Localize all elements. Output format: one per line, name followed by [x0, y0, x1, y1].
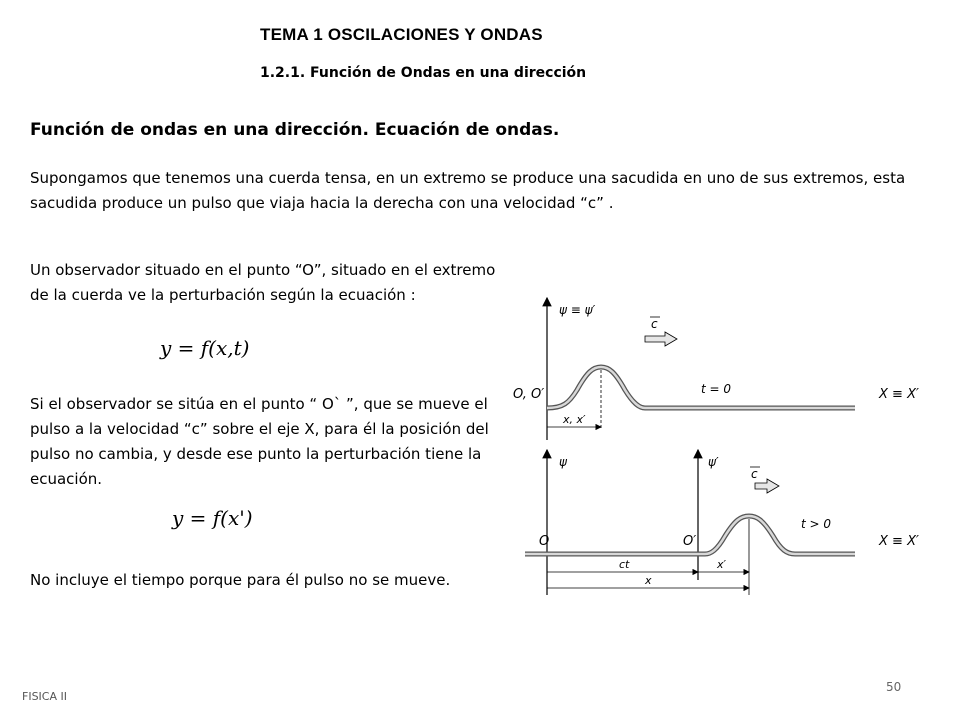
psi-label-left: ψ	[559, 455, 567, 469]
velocity-label-bottom: c	[751, 467, 758, 481]
intro-paragraph: Supongamos que tenemos una cuerda tensa, en un extremo se produce una sacudida en uno de sus extremos, esta sacudida produce un pulso que viaja hacia la derecha con una velocidad “c” .	[30, 169, 906, 212]
section-subtitle: 1.2.1. Función de Ondas en una dirección	[260, 65, 587, 81]
section-heading: Función de ondas en una dirección. Ecuación de ondas.	[30, 120, 560, 140]
equation-f-x-t: y = f(x,t)	[160, 336, 250, 360]
origin-label-o-prime: O′	[683, 534, 697, 549]
conclusion-paragraph: No incluye el tiempo porque para él pulso no se mueve.	[30, 571, 451, 589]
velocity-arrow-icon	[755, 479, 779, 493]
equation-f-x-prime: y = f(x')	[172, 506, 253, 530]
footer-course: FISICA II	[22, 690, 67, 703]
origin-label-top: O, O′	[513, 387, 545, 402]
x-axis-label-bottom: X ≡ X′	[879, 534, 919, 549]
page-number: 50	[886, 680, 902, 694]
diagram-t-positive	[525, 450, 919, 595]
velocity-label-top: c	[651, 317, 658, 331]
psi-axis-label: ψ ≡ ψ′	[559, 303, 596, 317]
time-label-top: t = 0	[701, 382, 732, 396]
diagram-t0	[513, 298, 919, 440]
observer-o-prime-paragraph: Si el observador se sitúa en el punto “ O` ”, que se mueve el pulso a la velocidad “c” sobre el eje X, para él la posición del pulso no cambia, y desde ese punto la perturbación tiene la ecuación.	[30, 395, 489, 488]
velocity-arrow-icon	[645, 332, 677, 346]
pulse-diagram	[505, 290, 935, 610]
observer-o-paragraph: Un observador situado en el punto “O”, situado en el extremo de la cuerda ve la perturbación según la ecuación :	[30, 261, 496, 304]
dimension-ct-label: ct	[619, 558, 630, 571]
offset-label-top: x, x′	[563, 413, 586, 426]
x-axis-label-top: X ≡ X′	[879, 387, 919, 402]
dimension-x-label: x	[645, 574, 652, 587]
dimension-x-prime-label: x′	[717, 558, 727, 571]
origin-label-o: O	[539, 534, 550, 549]
page-title: TEMA 1 OSCILACIONES Y ONDAS	[260, 25, 543, 44]
psi-label-right: ψ′	[708, 455, 719, 469]
time-label-bottom: t > 0	[801, 517, 832, 531]
